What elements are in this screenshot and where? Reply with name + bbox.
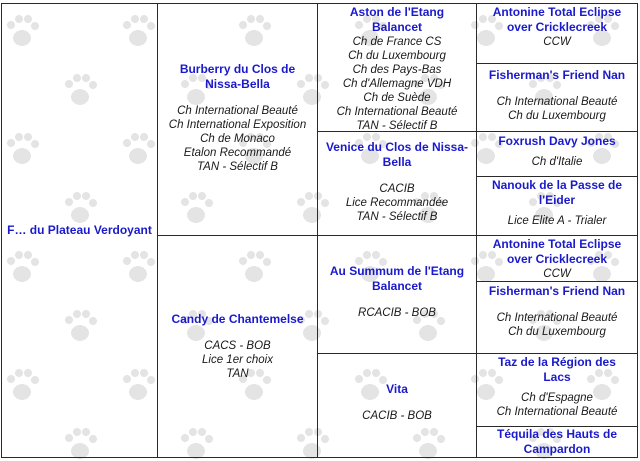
- title-line: CCW: [543, 268, 571, 280]
- gen3-titles-6: [497, 311, 618, 339]
- gen3-cell-6: [476, 281, 638, 354]
- title-line: Ch des Pays-Bas: [352, 64, 442, 76]
- gen3-titles-3: [532, 155, 583, 169]
- gen3-cell-1: [476, 3, 638, 64]
- gen3-cell-2: [476, 63, 638, 132]
- gen3-name-2[interactable]: Fisherman's Friend Nan: [488, 68, 626, 82]
- dam-name[interactable]: Candy de Chantemelse: [171, 312, 304, 326]
- dam-titles: [202, 339, 273, 381]
- title-line: RCACIB - BOB: [358, 307, 436, 319]
- title-line: Ch International Beauté: [336, 106, 458, 118]
- title-line: Lice Recommandée: [345, 197, 449, 209]
- title-line: Ch de Suède: [363, 92, 431, 104]
- dam-dam-cell: [317, 353, 477, 458]
- dam-cell: [157, 235, 318, 458]
- title-line: CACS - BOB: [204, 340, 271, 352]
- title-line: TAN: [226, 368, 249, 380]
- title-line: Ch de France CS: [352, 36, 442, 48]
- title-line: Ch d'Allemagne VDH: [342, 78, 452, 90]
- sire-dam-name[interactable]: Venice du Clos de Nissa-Bella: [325, 140, 469, 169]
- title-line: Lice Elite A - Trialer: [507, 215, 607, 227]
- title-line: Ch de Monaco: [200, 133, 275, 145]
- subject-name[interactable]: F… du Plateau Verdoyant: [7, 223, 152, 237]
- sire-name[interactable]: Burberry du Clos de Nissa-Bella: [179, 62, 296, 91]
- title-line: TAN - Sélectif B: [197, 161, 278, 173]
- gen3-cell-5: [476, 235, 638, 282]
- title-line: Ch du Luxembourg: [508, 326, 606, 338]
- gen3-cell-8: [476, 426, 638, 458]
- title-line: Ch d'Espagne: [521, 392, 593, 404]
- gen3-cell-4: [476, 176, 638, 236]
- title-line: Ch du Luxembourg: [508, 110, 606, 122]
- dam-sire-name[interactable]: Au Summum de l'Etang Balancet: [329, 264, 465, 293]
- gen3-titles-5: [543, 267, 570, 281]
- title-line: Ch d'Italie: [531, 156, 583, 168]
- title-line: CACIB: [379, 183, 415, 195]
- title-line: Etalon Recommandé: [183, 147, 292, 159]
- title-line: Ch International Beauté: [496, 312, 618, 324]
- title-line: TAN - Sélectif B: [356, 211, 438, 223]
- gen3-name-5[interactable]: Antonine Total Eclipse over Cricklecreek: [492, 237, 622, 266]
- title-line: Ch International Beauté: [496, 406, 618, 418]
- sire-sire-name[interactable]: Aston de l'Etang Balancet: [349, 5, 445, 34]
- sire-dam-cell: [317, 131, 477, 236]
- sire-dam-titles: [346, 182, 448, 224]
- sire-sire-cell: [317, 3, 477, 132]
- title-line: TAN - Sélectif B: [356, 120, 438, 132]
- dam-dam-titles: [362, 409, 432, 423]
- gen3-titles-2: [497, 95, 618, 123]
- sire-titles: [169, 104, 306, 174]
- gen3-titles-4: [508, 214, 607, 228]
- gen3-titles-7: [497, 391, 618, 419]
- gen3-titles-1: [543, 35, 570, 49]
- dam-sire-cell: [317, 235, 477, 354]
- subject-cell: [1, 3, 158, 458]
- gen3-name-3[interactable]: Foxrush Davy Jones: [498, 134, 616, 148]
- title-line: CACIB - BOB: [362, 410, 432, 422]
- gen3-cell-7: [476, 353, 638, 427]
- title-line: Ch International Beauté: [177, 105, 298, 117]
- sire-cell: [157, 3, 318, 236]
- gen3-cell-3: [476, 131, 638, 177]
- gen3-name-7[interactable]: Taz de la Région des Lacs: [498, 355, 616, 384]
- gen3-name-1[interactable]: Antonine Total Eclipse over Cricklecreek: [492, 5, 622, 34]
- gen3-name-6[interactable]: Fisherman's Friend Nan: [488, 284, 626, 298]
- gen3-name-4[interactable]: Nanouk de la Passe de l'Eider: [491, 178, 623, 207]
- title-line: Ch International Exposition: [168, 119, 307, 131]
- sire-sire-titles: [337, 35, 458, 133]
- gen3-name-8[interactable]: Téquila des Hauts de Campardon: [496, 427, 618, 456]
- title-line: Ch International Beauté: [496, 96, 618, 108]
- title-line: Lice 1er choix: [202, 354, 273, 366]
- title-line: Ch du Luxembourg: [348, 50, 446, 62]
- dam-sire-titles: [358, 306, 436, 320]
- dam-dam-name[interactable]: Vita: [386, 382, 408, 396]
- title-line: CCW: [543, 36, 571, 48]
